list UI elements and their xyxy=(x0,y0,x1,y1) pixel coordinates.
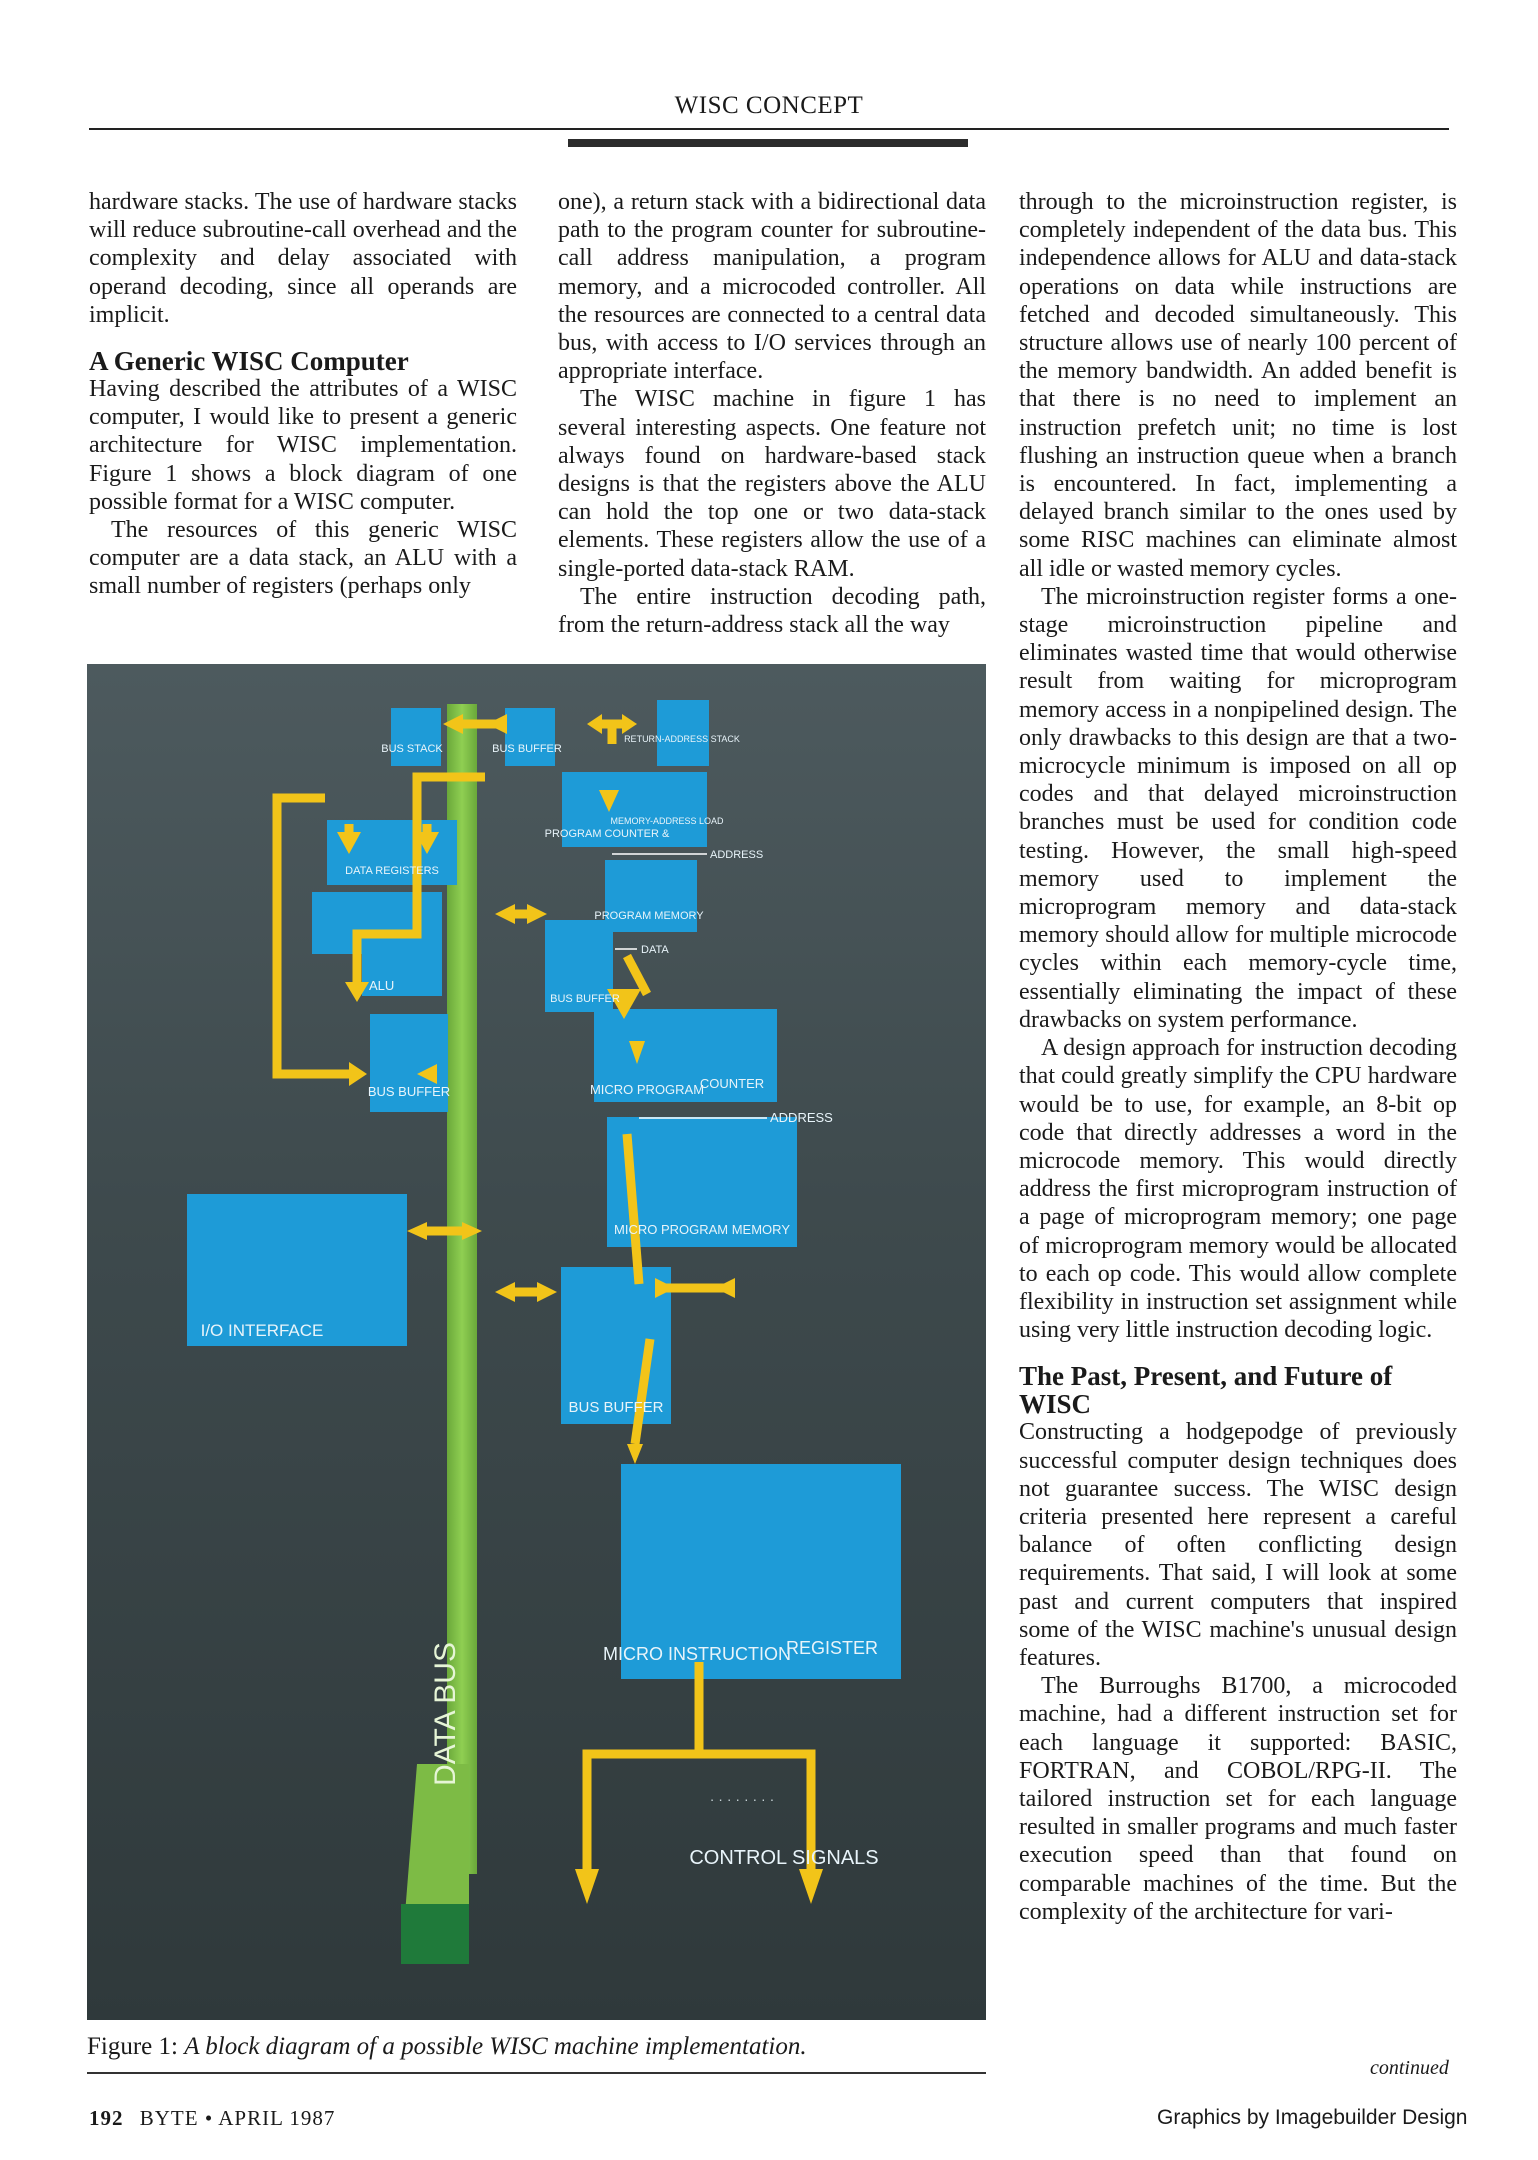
label-control-signals: CONTROL SIGNALS xyxy=(689,1847,879,1869)
paragraph: one), a return stack with a bidirectional data path to the program counter for subroutine-call address manipulation, a program memory, and a microcoded controller. All the resources are connected to a central data bus, with access to I/O services through an appropriate interface. xyxy=(558,189,986,385)
label-bus-buffer-middle: BUS BUFFER xyxy=(550,993,620,1005)
caption-text: A block diagram of a possible WISC machine implementation. xyxy=(184,2033,807,2060)
paragraph: The resources of this generic WISC computer are a data stack, an ALU with a small number of registers (perhaps only xyxy=(89,517,517,600)
label-bus-stack: BUS STACK xyxy=(381,743,443,755)
bus-stack-block xyxy=(391,708,441,766)
header-rule-bar xyxy=(568,139,968,147)
label-data-registers: DATA REGISTERS xyxy=(345,865,439,877)
label-program-memory: PROGRAM MEMORY xyxy=(594,910,704,922)
label-bus-buffer-lower: BUS BUFFER xyxy=(568,1399,664,1416)
label-address-top: ADDRESS xyxy=(710,849,764,861)
paragraph: A design approach for instruction decoding that could greatly simplify the CPU hardware would be to use, for example, an 8-bit op code that directly addresses a word in the microcode memory. This would directly address the first microprogram instruction of a page of microprogram memory; one page of microprogram memory would be allocated to each op code. This would allow complete flexibility in instruction set assignment while using very little instruction decoding logic. xyxy=(1019,1035,1457,1344)
caption-rule xyxy=(87,2072,986,2074)
label-dots: · · · · · · · · xyxy=(709,1791,775,1807)
paragraph: Constructing a hodgepodge of previously successful computer design techniques does not guarantee success. The WISC design criteria presented here represent a careful balance of often conflicting design requirements. That said, I will look at some past and current computers that inspired some of the WISC machine's unusual design features. xyxy=(1019,1419,1457,1671)
label-io-interface: I/O INTERFACE xyxy=(200,1321,324,1340)
block-diagram-svg xyxy=(87,664,986,2020)
label-address-micro: ADDRESS xyxy=(770,1110,833,1125)
page-number: 192 xyxy=(89,2106,124,2130)
figure-caption xyxy=(87,2033,807,2061)
paragraph: The WISC machine in figure 1 has several interesting aspects. One feature not always found on hardware-based stack designs is that the registers above the ALU can hold the top one or two data-stack elements. These registers allow the use of a single-ported data-stack RAM. xyxy=(558,386,986,582)
label-counter: COUNTER xyxy=(699,1076,765,1091)
column-1 xyxy=(89,188,517,601)
label-data: DATA xyxy=(641,944,669,956)
label-memory-address-load: MEMORY-ADDRESS LOAD xyxy=(610,816,724,826)
section-heading: The Past, Present, and Future of WISC xyxy=(1019,1361,1393,1420)
section-heading: A Generic WISC Computer xyxy=(89,346,409,377)
footer-left xyxy=(89,2106,335,2131)
continued-marker: continued xyxy=(1370,2057,1449,2079)
column-2 xyxy=(558,188,986,639)
paragraph: Having described the attributes of a WISC computer, I would like to present a generic architecture for WISC implementation. Figure 1 shows a block diagram of one possible format for a WISC computer. xyxy=(89,376,517,515)
caption-prefix: Figure 1: xyxy=(87,2033,178,2060)
paragraph: through to the microinstruction register, is completely independent of the data bus. This independence allows for ALU and data-stack operations on data while instructions are fetched and decoded simultaneously. This structure allows use of nearly 100 percent of the memory bandwidth. An added benefit is that there is no need to implement an instruction prefetch unit; no time is lost flushing an instruction queue when a branch is encountered. In fact, implementing a delayed branch similar to the ones used by some RISC machines can eliminate almost all idle or wasted memory cycles. xyxy=(1019,189,1457,582)
label-bus-buffer-left: BUS BUFFER xyxy=(367,1084,451,1099)
header-rule xyxy=(89,128,1449,130)
paragraph: The entire instruction decoding path, from the return-address stack all the way xyxy=(558,583,986,639)
paragraph: hardware stacks. The use of hardware stacks will reduce subroutine-call overhead and the complexity and delay associated with operand decoding, since all operands are implicit. xyxy=(89,189,517,328)
label-bus-buffer-top: BUS BUFFER xyxy=(492,743,562,755)
data-bus-label: DATA BUS xyxy=(429,1642,462,1786)
data-bus-end xyxy=(401,1904,469,1964)
paragraph: The Burroughs B1700, a microcoded machine, had a different instruction set for each language it supported: BASIC, FORTRAN, and COBOL/RPG-II. The tailored instruction set for each language resulted in smaller programs and much faster execution speed than that found on comparable machines of the time. But the complexity of the architecture for vari- xyxy=(1019,1673,1457,1925)
return-address-stack-block xyxy=(657,700,709,766)
label-program-counter: PROGRAM COUNTER & xyxy=(544,828,670,840)
figure-1-block-diagram xyxy=(87,664,986,2020)
magazine-issue: BYTE • APRIL 1987 xyxy=(139,2106,336,2130)
running-head: WISC CONCEPT xyxy=(674,92,864,119)
label-alu: ALU xyxy=(369,978,395,993)
label-micro-program: MICRO PROGRAM xyxy=(589,1082,705,1097)
column-3 xyxy=(1019,188,1457,1926)
label-micro-instruction: MICRO INSTRUCTION xyxy=(603,1644,791,1664)
paragraph: The microinstruction register forms a one-stage microinstruction pipeline and eliminates wasted time that would otherwise result from waiting for microprogram memory access in a nonpipelined design. The only drawbacks to this design are that a two-microcycle minimum is imposed on all op codes and that delayed microinstruction branches must be used for condition code testing. However, the small high-speed memory used to implement the microprogram memory and data-stack memory should allow for multiple microcode cycles within each memory-cycle time, essentially eliminating the impact of these drawbacks on system performance. xyxy=(1019,583,1457,1033)
label-register: REGISTER xyxy=(785,1638,879,1658)
bus-buffer-top-block xyxy=(505,708,555,766)
label-return-address-stack: RETURN-ADDRESS STACK xyxy=(624,734,740,744)
graphics-credit: Graphics by Imagebuilder Design xyxy=(1157,2106,1468,2129)
label-micro-program-memory: MICRO PROGRAM MEMORY xyxy=(614,1222,790,1237)
